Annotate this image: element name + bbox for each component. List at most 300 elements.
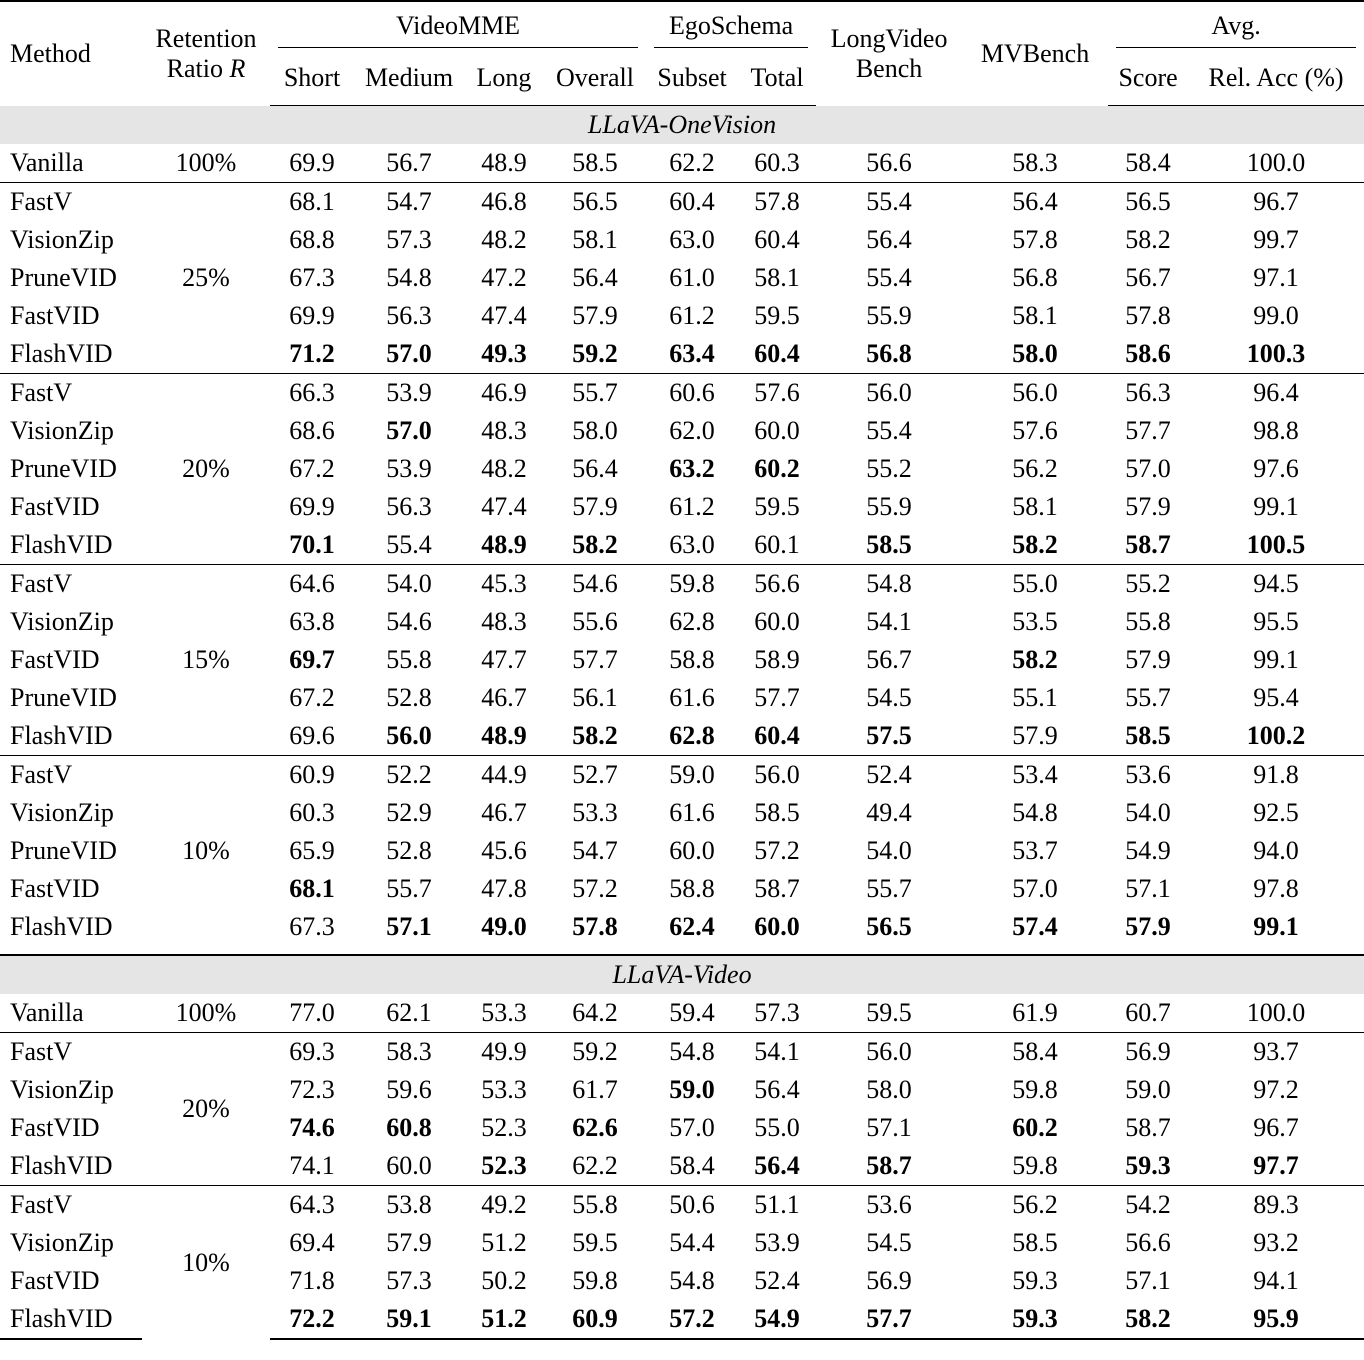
- cell-longvideobench: [816, 1147, 962, 1186]
- cell-value-bold: 58.7: [1125, 530, 1171, 559]
- cell-method: FastV: [0, 1033, 142, 1072]
- cell-long: [464, 526, 544, 565]
- cell-method: VisionZip: [10, 225, 114, 254]
- cell-value-bold: 57.1: [386, 912, 432, 941]
- table-row-vanilla: [0, 144, 1364, 183]
- table-row: [0, 374, 1364, 413]
- cell-overall: [544, 1300, 646, 1339]
- cell-long: 46.7: [481, 683, 527, 712]
- cell-overall: [544, 908, 646, 946]
- cell-long: 48.3: [481, 416, 527, 445]
- cell-rel-acc: 98.8: [1253, 416, 1299, 445]
- cell-mvbench: 56.0: [962, 374, 1108, 413]
- cell-value-bold: 100.5: [1246, 530, 1306, 559]
- cell-overall: [544, 335, 646, 374]
- cell-subset: 54.8: [646, 1033, 738, 1072]
- cell-value-bold: 71.2: [289, 339, 335, 368]
- cell-method: PruneVID: [10, 836, 117, 865]
- cell-long: 47.8: [481, 874, 527, 903]
- cell-value-bold: 58.2: [1012, 645, 1058, 674]
- cell-total: 57.6: [738, 374, 816, 413]
- cell-subset: 63.0: [669, 225, 715, 254]
- cell-total: 57.2: [754, 836, 800, 865]
- header-medium: Medium: [354, 50, 464, 106]
- cell-rel-acc: [1188, 717, 1364, 756]
- cell-short: 68.6: [289, 416, 335, 445]
- cell-subset: 54.4: [669, 1228, 715, 1257]
- cell-long: 47.7: [481, 645, 527, 674]
- cell-overall: 57.9: [572, 301, 618, 330]
- cell-subset: 59.8: [646, 565, 738, 604]
- cell-longvideobench: 56.0: [816, 374, 962, 413]
- cell-avg-score: 59.0: [1125, 1075, 1171, 1104]
- cell-avg-score: 57.0: [1125, 454, 1171, 483]
- cell-overall: 57.9: [572, 492, 618, 521]
- header-overall: Overall: [544, 50, 646, 106]
- header-short: Short: [270, 50, 354, 106]
- cell-overall: 55.7: [544, 374, 646, 413]
- cell-value-bold: 57.0: [386, 416, 432, 445]
- cell-medium: [354, 717, 464, 756]
- cell-short: 69.9: [289, 301, 335, 330]
- cell-avg-score: 53.6: [1108, 756, 1188, 795]
- cell-value-bold: 63.4: [669, 339, 715, 368]
- cell-rel-acc: 94.5: [1188, 565, 1364, 604]
- cell-total: 58.7: [754, 874, 800, 903]
- cell-medium: 59.6: [386, 1075, 432, 1104]
- spacer-cell: [0, 946, 1364, 955]
- cell-avg-score: 57.7: [1125, 416, 1171, 445]
- cell-longvideobench: 55.4: [866, 263, 912, 292]
- cell-short: 69.3: [270, 1033, 354, 1072]
- cell-rel-acc: [1188, 908, 1364, 946]
- cell-value-bold: 58.0: [1012, 339, 1058, 368]
- header-total: Total: [738, 50, 816, 106]
- cell-medium: 54.6: [386, 607, 432, 636]
- cell-longvideobench: [816, 717, 962, 756]
- cell-value-bold: 69.7: [289, 645, 335, 674]
- table-row-vanilla: [0, 994, 1364, 1033]
- cell-avg-score: 56.6: [1125, 1228, 1171, 1257]
- cell-overall: 59.2: [544, 1033, 646, 1072]
- cell-value-bold: 59.3: [1125, 1151, 1171, 1180]
- cell-subset: [646, 1300, 738, 1339]
- cell-medium: 54.8: [386, 263, 432, 292]
- cell-method: FastVID: [10, 1113, 100, 1142]
- cell-subset: [646, 1071, 738, 1109]
- cell-value-bold: 57.8: [572, 912, 618, 941]
- cell-short: 68.1: [270, 183, 354, 222]
- header-method: Method: [0, 1, 142, 106]
- cell-mvbench: 59.3: [1012, 1266, 1058, 1295]
- cell-rel-acc: 93.7: [1188, 1033, 1364, 1072]
- cell-subset: 60.6: [646, 374, 738, 413]
- cell-long: [464, 1300, 544, 1339]
- cell-avg-score: [1108, 908, 1188, 946]
- header-score: Score: [1108, 50, 1188, 106]
- cell-mvbench: [962, 641, 1108, 679]
- cell-total: [738, 450, 816, 488]
- cell-short: 71.8: [289, 1266, 335, 1295]
- cell-rel-acc: [1188, 526, 1364, 565]
- cell-mvbench: 58.1: [1012, 301, 1058, 330]
- cell-value-bold: 57.0: [386, 339, 432, 368]
- cell-longvideobench: [816, 908, 962, 946]
- cell-medium: [354, 335, 464, 374]
- cell-medium: 60.0: [386, 1151, 432, 1180]
- cell-short: 66.3: [270, 374, 354, 413]
- cell-value-bold: 58.7: [866, 1151, 912, 1180]
- cell-ratio-group: 15%: [142, 565, 270, 756]
- cell-subset: 59.4: [669, 998, 715, 1027]
- cell-rel-acc: 95.5: [1253, 607, 1299, 636]
- cell-method: Vanilla: [10, 148, 84, 177]
- cell-mvbench: 58.3: [1012, 148, 1058, 177]
- cell-rel-acc: 89.3: [1188, 1186, 1364, 1225]
- section-spacer: [0, 946, 1364, 955]
- cell-overall: 56.5: [544, 183, 646, 222]
- cell-medium: 52.8: [386, 683, 432, 712]
- cell-longvideobench: 49.4: [866, 798, 912, 827]
- cell-medium: 54.0: [354, 565, 464, 604]
- cell-rel-acc: 99.0: [1253, 301, 1299, 330]
- cell-method: VisionZip: [10, 1228, 114, 1257]
- cell-rel-acc: 96.7: [1253, 1113, 1299, 1142]
- cell-overall: 64.2: [572, 998, 618, 1027]
- cell-medium: 55.8: [386, 645, 432, 674]
- cell-medium: 57.3: [386, 225, 432, 254]
- cell-value-bold: 60.4: [754, 721, 800, 750]
- cell-avg-score: 58.7: [1125, 1113, 1171, 1142]
- cell-long: 44.9: [464, 756, 544, 795]
- cell-overall: [544, 526, 646, 565]
- cell-mvbench: 55.1: [1012, 683, 1058, 712]
- cell-short: 72.3: [289, 1075, 335, 1104]
- cell-medium: 56.3: [386, 301, 432, 330]
- cell-medium: 58.3: [354, 1033, 464, 1072]
- cell-rel-acc: 97.1: [1253, 263, 1299, 292]
- cell-value-bold: 54.9: [754, 1304, 800, 1333]
- cell-mvbench: 54.8: [1012, 798, 1058, 827]
- cell-overall: 56.4: [572, 454, 618, 483]
- cell-longvideobench: 59.5: [866, 998, 912, 1027]
- cell-long: 47.2: [481, 263, 527, 292]
- cell-avg-score: 54.0: [1125, 798, 1171, 827]
- cell-method: VisionZip: [10, 1075, 114, 1104]
- cell-subset: 61.6: [669, 683, 715, 712]
- cell-value-bold: 57.9: [1125, 912, 1171, 941]
- cell-medium: 57.9: [386, 1228, 432, 1257]
- cell-overall: 61.7: [572, 1075, 618, 1104]
- cell-subset: [646, 717, 738, 756]
- cell-overall: 56.1: [572, 683, 618, 712]
- cell-method: FlashVID: [10, 721, 113, 750]
- header-rel-acc: Rel. Acc (%): [1188, 50, 1364, 106]
- cell-subset: 63.0: [669, 530, 715, 559]
- cell-value-bold: 74.6: [289, 1113, 335, 1142]
- cell-longvideobench: 54.1: [866, 607, 912, 636]
- cell-value-bold: 57.5: [866, 721, 912, 750]
- cell-mvbench: 57.9: [1012, 721, 1058, 750]
- cell-method: FastV: [0, 183, 142, 222]
- cell-rel-acc: 99.1: [1253, 645, 1299, 674]
- cell-long: 45.6: [481, 836, 527, 865]
- cell-medium: 53.9: [354, 374, 464, 413]
- cell-rel-acc: 91.8: [1188, 756, 1364, 795]
- cell-short: 64.3: [270, 1186, 354, 1225]
- cell-short: 67.3: [289, 912, 335, 941]
- cell-longvideobench: 57.1: [866, 1113, 912, 1142]
- cell-method: FastVID: [10, 874, 100, 903]
- cell-avg-score: 58.4: [1125, 148, 1171, 177]
- cell-subset: 58.8: [669, 874, 715, 903]
- cell-long: 51.2: [481, 1228, 527, 1257]
- cell-value-bold: 51.2: [481, 1304, 527, 1333]
- cell-rel-acc: 97.8: [1253, 874, 1299, 903]
- cell-rel-acc: 93.2: [1253, 1228, 1299, 1257]
- cell-short: [270, 1300, 354, 1339]
- cell-long: 46.9: [464, 374, 544, 413]
- table-row: [0, 1186, 1364, 1225]
- cell-total: 55.0: [754, 1113, 800, 1142]
- cell-short: 67.2: [289, 454, 335, 483]
- cell-overall: [544, 717, 646, 756]
- cell-subset: [646, 335, 738, 374]
- cell-value-bold: 48.9: [481, 530, 527, 559]
- cell-medium: [354, 412, 464, 450]
- cell-value-bold: 49.0: [481, 912, 527, 941]
- cell-overall: 56.4: [572, 263, 618, 292]
- section-title: LLaVA-OneVision: [0, 106, 1364, 145]
- cell-longvideobench: 54.5: [866, 1228, 912, 1257]
- cell-longvideobench: 56.9: [866, 1266, 912, 1295]
- cell-value-bold: 99.1: [1253, 912, 1299, 941]
- cell-total: [738, 1300, 816, 1339]
- cell-subset: 60.4: [646, 183, 738, 222]
- cell-total: 60.3: [754, 148, 800, 177]
- cell-avg-score: 54.2: [1108, 1186, 1188, 1225]
- header-longvideobench: [816, 1, 962, 106]
- cell-subset: 58.4: [669, 1151, 715, 1180]
- header-retention-ratio: Ratio: [166, 53, 223, 83]
- cell-value-bold: 58.2: [1125, 1304, 1171, 1333]
- cell-overall: [544, 1109, 646, 1147]
- cell-mvbench: [962, 335, 1108, 374]
- cell-overall: 62.2: [572, 1151, 618, 1180]
- table-header: [0, 1, 1364, 106]
- cell-subset: 62.0: [669, 416, 715, 445]
- cell-longvideobench: [816, 526, 962, 565]
- cell-avg-score: 54.9: [1125, 836, 1171, 865]
- cell-total: 53.9: [754, 1228, 800, 1257]
- cell-value-bold: 100.2: [1246, 721, 1306, 750]
- cell-longvideobench: [816, 335, 962, 374]
- cell-short: 69.6: [289, 721, 335, 750]
- cell-method: PruneVID: [10, 683, 117, 712]
- cell-value-bold: 58.2: [1012, 530, 1058, 559]
- cell-longvideobench: 55.9: [866, 301, 912, 330]
- cell-overall: 58.0: [572, 416, 618, 445]
- cell-value-bold: 62.6: [572, 1113, 618, 1142]
- cell-overall: 53.3: [572, 798, 618, 827]
- cell-method: VisionZip: [10, 607, 114, 636]
- cell-longvideobench: 56.7: [866, 645, 912, 674]
- cell-mvbench: 56.8: [1012, 263, 1058, 292]
- section-title-row: [0, 106, 1364, 145]
- cell-ratio-group: 10%: [142, 756, 270, 947]
- cell-method: PruneVID: [10, 454, 117, 483]
- cell-avg-score: 57.9: [1125, 645, 1171, 674]
- cell-longvideobench: 56.0: [816, 1033, 962, 1072]
- cell-avg-score: 57.1: [1125, 1266, 1171, 1295]
- cell-overall: 54.6: [544, 565, 646, 604]
- cell-overall: 55.8: [544, 1186, 646, 1225]
- cell-subset: 61.2: [669, 301, 715, 330]
- cell-long: 46.7: [481, 798, 527, 827]
- cell-mvbench: 59.8: [1012, 1151, 1058, 1180]
- cell-avg-score: [1108, 717, 1188, 756]
- header-egoschema: EgoSchema: [646, 1, 816, 50]
- cell-short: 69.4: [289, 1228, 335, 1257]
- cell-rel-acc: 97.2: [1253, 1075, 1299, 1104]
- cell-value-bold: 58.5: [1125, 721, 1171, 750]
- cell-value-bold: 57.4: [1012, 912, 1058, 941]
- cell-medium: [354, 1300, 464, 1339]
- header-longvideo-line2: Bench: [855, 53, 923, 83]
- cell-longvideobench: 56.6: [866, 148, 912, 177]
- cell-short: 63.8: [289, 607, 335, 636]
- cell-value-bold: 58.6: [1125, 339, 1171, 368]
- cell-ratio: 100%: [175, 998, 237, 1027]
- cell-mvbench: [962, 1109, 1108, 1147]
- cell-subset: 58.8: [669, 645, 715, 674]
- cell-long: 53.3: [481, 998, 527, 1027]
- cell-medium: 54.7: [354, 183, 464, 222]
- cell-long: 48.2: [481, 225, 527, 254]
- cell-value-bold: 49.3: [481, 339, 527, 368]
- cell-subset: [646, 908, 738, 946]
- cell-avg-score: [1108, 1147, 1188, 1186]
- cell-subset: 60.0: [669, 836, 715, 865]
- cell-subset: 61.0: [669, 263, 715, 292]
- cell-total: 60.0: [754, 607, 800, 636]
- cell-mvbench: 53.4: [962, 756, 1108, 795]
- cell-value-bold: 58.5: [866, 530, 912, 559]
- cell-short: [270, 641, 354, 679]
- cell-mvbench: 55.0: [962, 565, 1108, 604]
- cell-longvideobench: 54.5: [866, 683, 912, 712]
- cell-mvbench: [962, 1300, 1108, 1339]
- cell-total: 59.5: [754, 492, 800, 521]
- cell-rel-acc: 96.7: [1188, 183, 1364, 222]
- cell-total: [738, 717, 816, 756]
- cell-rel-acc: 99.1: [1253, 492, 1299, 521]
- cell-value-bold: 70.1: [289, 530, 335, 559]
- cell-mvbench: 56.2: [962, 1186, 1108, 1225]
- cell-longvideobench: 53.6: [816, 1186, 962, 1225]
- cell-rel-acc: 97.6: [1253, 454, 1299, 483]
- cell-longvideobench: 54.8: [816, 565, 962, 604]
- cell-subset: 59.0: [646, 756, 738, 795]
- cell-method: FastVID: [10, 301, 100, 330]
- cell-long: 46.8: [464, 183, 544, 222]
- cell-longvideobench: 55.2: [866, 454, 912, 483]
- cell-total: 58.1: [754, 263, 800, 292]
- cell-value-bold: 60.4: [754, 339, 800, 368]
- cell-medium: 55.4: [386, 530, 432, 559]
- cell-short: 74.1: [289, 1151, 335, 1180]
- cell-long: 53.3: [481, 1075, 527, 1104]
- cell-rel-acc: [1188, 335, 1364, 374]
- cell-longvideobench: 58.0: [866, 1075, 912, 1104]
- header-retention: [142, 1, 270, 106]
- cell-short: 60.9: [270, 756, 354, 795]
- cell-medium: 53.8: [354, 1186, 464, 1225]
- cell-overall: 52.7: [544, 756, 646, 795]
- cell-long: 48.3: [481, 607, 527, 636]
- cell-value-bold: 56.5: [866, 912, 912, 941]
- cell-medium: 53.9: [386, 454, 432, 483]
- cell-method: FastVID: [10, 1266, 100, 1295]
- cell-avg-score: 56.9: [1108, 1033, 1188, 1072]
- cell-value-bold: 56.4: [754, 1151, 800, 1180]
- cell-value-bold: 62.8: [669, 721, 715, 750]
- cell-value-bold: 56.8: [866, 339, 912, 368]
- cell-overall: 57.2: [572, 874, 618, 903]
- cell-total: [738, 335, 816, 374]
- header-long: Long: [464, 50, 544, 106]
- cell-total: 57.7: [754, 683, 800, 712]
- cell-method: FastV: [0, 374, 142, 413]
- cell-avg-score: 58.2: [1125, 225, 1171, 254]
- cell-long: 48.9: [481, 148, 527, 177]
- cell-value-bold: 60.0: [754, 912, 800, 941]
- cell-long: 48.2: [481, 454, 527, 483]
- cell-value-bold: 72.2: [289, 1304, 335, 1333]
- section-title: LLaVA-Video: [0, 955, 1364, 994]
- cell-subset: 62.8: [669, 607, 715, 636]
- section-title-row: [0, 955, 1364, 994]
- cell-mvbench: 56.2: [1012, 454, 1058, 483]
- header-mvbench: MVBench: [962, 1, 1108, 106]
- cell-avg-score: 55.7: [1125, 683, 1171, 712]
- cell-value-bold: 56.0: [386, 721, 432, 750]
- cell-mvbench: 53.5: [1012, 607, 1058, 636]
- cell-long: [464, 908, 544, 946]
- cell-value-bold: 48.9: [481, 721, 527, 750]
- cell-total: [738, 908, 816, 946]
- cell-longvideobench: [816, 1300, 962, 1339]
- cell-value-bold: 68.1: [289, 874, 335, 903]
- cell-short: 69.9: [289, 492, 335, 521]
- cell-rel-acc: 99.7: [1253, 225, 1299, 254]
- cell-short: 64.6: [270, 565, 354, 604]
- cell-total: 51.1: [738, 1186, 816, 1225]
- table-row: [0, 756, 1364, 795]
- cell-mvbench: 57.8: [1012, 225, 1058, 254]
- cell-longvideobench: 55.4: [816, 183, 962, 222]
- header-avg: Avg.: [1108, 1, 1364, 50]
- header-row-1: [0, 1, 1364, 50]
- cell-value-bold: 60.9: [572, 1304, 618, 1333]
- cell-overall: 54.7: [572, 836, 618, 865]
- cell-medium: 56.7: [386, 148, 432, 177]
- cell-medium: 55.7: [386, 874, 432, 903]
- cell-longvideobench: 55.9: [866, 492, 912, 521]
- cell-value-bold: 62.4: [669, 912, 715, 941]
- cell-short: [270, 1109, 354, 1147]
- cell-subset: [646, 450, 738, 488]
